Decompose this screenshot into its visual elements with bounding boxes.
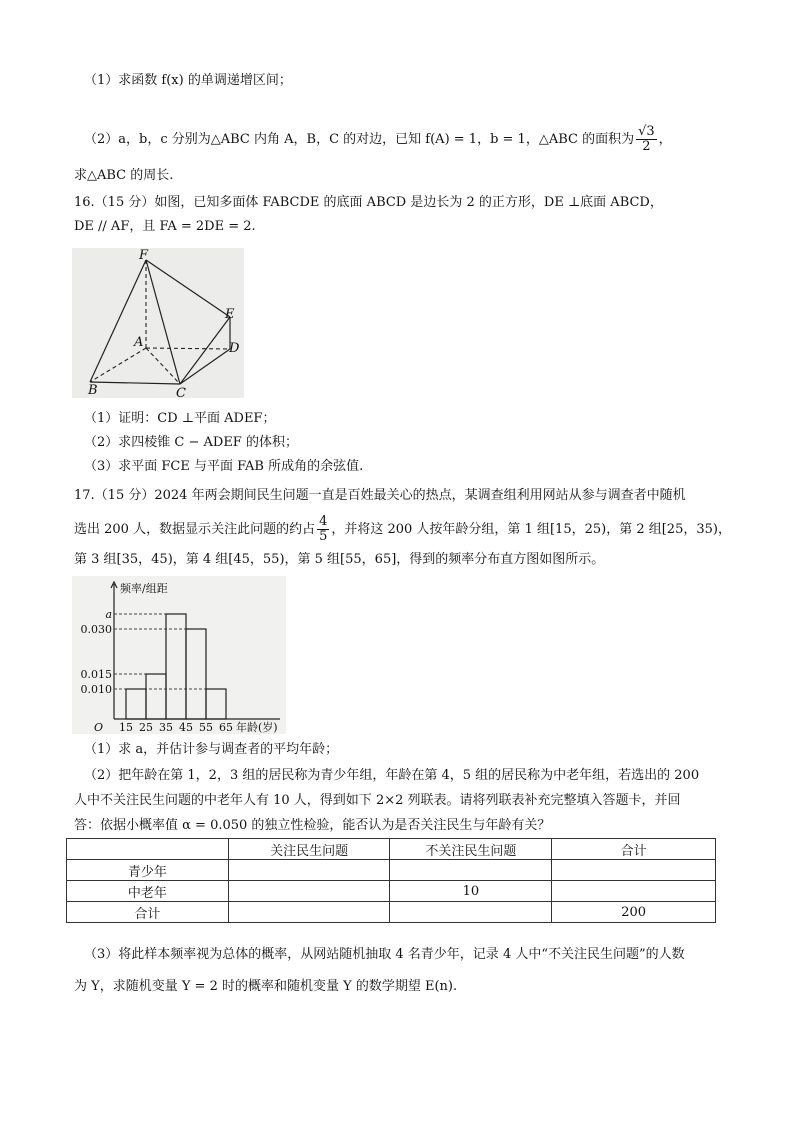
table-row <box>67 860 716 881</box>
contingency-table <box>66 838 716 923</box>
q17-stem-line3: 第 3 组[35，45)，第 4 组[45，55)，第 5 组[55，65]，得到的频率分布直方图如图所示。 <box>74 552 605 567</box>
table-header-row <box>67 839 716 860</box>
q15-part2-text: （2）a，b，c 分别为△ABC 内角 A，B，C 的对边，已知 f(A) = 1，b = 1，△ABC 的面积为 <box>84 132 635 147</box>
table-cell <box>228 860 390 881</box>
fraction-denominator: 5 <box>319 529 328 544</box>
histogram-x-tick: 55 <box>199 721 213 734</box>
q16-part1: （1）证明：CD ⊥平面 ADEF； <box>84 411 276 426</box>
table-row <box>67 881 716 902</box>
table-cell <box>390 860 552 881</box>
label-E: E <box>225 307 235 322</box>
fraction-denominator: 2 <box>642 139 651 154</box>
label-B: B <box>88 383 98 398</box>
table-cell: 中老年 <box>67 881 229 902</box>
table-cell <box>390 902 552 923</box>
histogram-x-tick: 15 <box>119 721 133 734</box>
q17-part2-line2: 人中不关注民生问题的中老年人有 10 人，得到如下 2×2 列联表。请将列联表补充完整填入答题卡，并回 <box>74 793 681 808</box>
table-cell: 青少年 <box>67 860 229 881</box>
q15-part2 <box>84 125 672 154</box>
histogram-y-tick: 0.010 <box>80 683 112 696</box>
table-row <box>67 902 716 923</box>
fraction-numerator: 4 <box>319 514 328 529</box>
q15-fraction <box>636 125 657 154</box>
q16-part2: （2）求四棱锥 C − ADEF 的体积； <box>84 435 298 450</box>
q16-polyhedron-figure <box>72 248 244 398</box>
fraction-numerator: √3 <box>638 124 655 139</box>
q16-stem-line2: DE // AF，且 FA = 2DE = 2. <box>74 219 256 234</box>
table-header-cell: 合计 <box>552 839 716 860</box>
table-header-cell: 不关注民生问题 <box>390 839 552 860</box>
histogram-origin: O <box>94 721 104 734</box>
table-cell: 200 <box>552 902 716 923</box>
table-cell: 合计 <box>67 902 229 923</box>
q17-stem-line2-end: ，并将这 200 人按年龄分组，第 1 组[15，25)，第 2 组[25，35)， <box>331 522 731 537</box>
q17-part3-line2: 为 Y，求随机变量 Y = 2 时的概率和随机变量 Y 的数学期望 E(n). <box>74 979 458 994</box>
q17-stem-line2-text: 选出 200 人，数据显示关注此问题的约占 <box>74 522 316 537</box>
histogram-y-tick: a <box>105 608 112 621</box>
histogram-y-tick: 0.030 <box>80 623 112 636</box>
q15-part1: （1）求函数 f(x) 的单调递增区间； <box>84 73 292 88</box>
table-cell <box>552 860 716 881</box>
histogram-x-tick: 45 <box>179 721 193 734</box>
label-D: D <box>229 341 240 356</box>
histogram-x-tick: 35 <box>159 721 173 734</box>
histogram-x-tick: 65 <box>219 721 233 734</box>
table-header-cell <box>67 839 229 860</box>
table-cell <box>228 902 390 923</box>
table-cell: 10 <box>390 881 552 902</box>
q16-part3: （3）求平面 FCE 与平面 FAB 所成角的余弦值. <box>84 459 364 474</box>
table-header-cell: 关注民生问题 <box>228 839 390 860</box>
table-cell <box>552 881 716 902</box>
q17-part3-line1: （3）将此样本频率视为总体的概率，从网站随机抽取 4 名青少年，记录 4 人中“不关注民生问题”的人数 <box>84 947 685 962</box>
label-C: C <box>176 386 186 398</box>
histogram-x-tick: 25 <box>139 721 153 734</box>
q17-part1: （1）求 a，并估计参与调查者的平均年龄； <box>84 742 339 757</box>
q17-part2-line1: （2）把年龄在第 1，2，3 组的居民称为青少年组，年龄在第 4，5 组的居民称为中老年组，若选出的 200 <box>84 768 700 783</box>
q17-stem-line2 <box>74 515 731 544</box>
q17-stem-line1: 17.（15 分）2024 年两会期间民生问题一直是百姓最关心的热点，某调查组利用网站从参与调查者中随机 <box>74 488 686 503</box>
table-cell <box>228 881 390 902</box>
q15-part2-cont: 求△ABC 的周长. <box>74 168 174 183</box>
histogram-xlabel: 年龄(岁) <box>236 721 278 734</box>
histogram-y-tick: 0.015 <box>80 668 112 681</box>
q17-histogram <box>72 576 286 734</box>
q17-part2-line3: 答：依据小概率值 α = 0.050 的独立性检验，能否认为是否关注民生与年龄有关？ <box>74 818 551 833</box>
label-F: F <box>139 248 149 263</box>
q15-part2-end: ， <box>658 132 672 147</box>
q17-fraction <box>317 515 329 544</box>
q16-stem-line1: 16.（15 分）如图，已知多面体 FABCDE 的底面 ABCD 是边长为 2 的正方形，DE ⊥底面 ABCD， <box>74 195 663 210</box>
label-A: A <box>134 335 144 350</box>
histogram-ylabel: 频率/组距 <box>120 582 168 595</box>
